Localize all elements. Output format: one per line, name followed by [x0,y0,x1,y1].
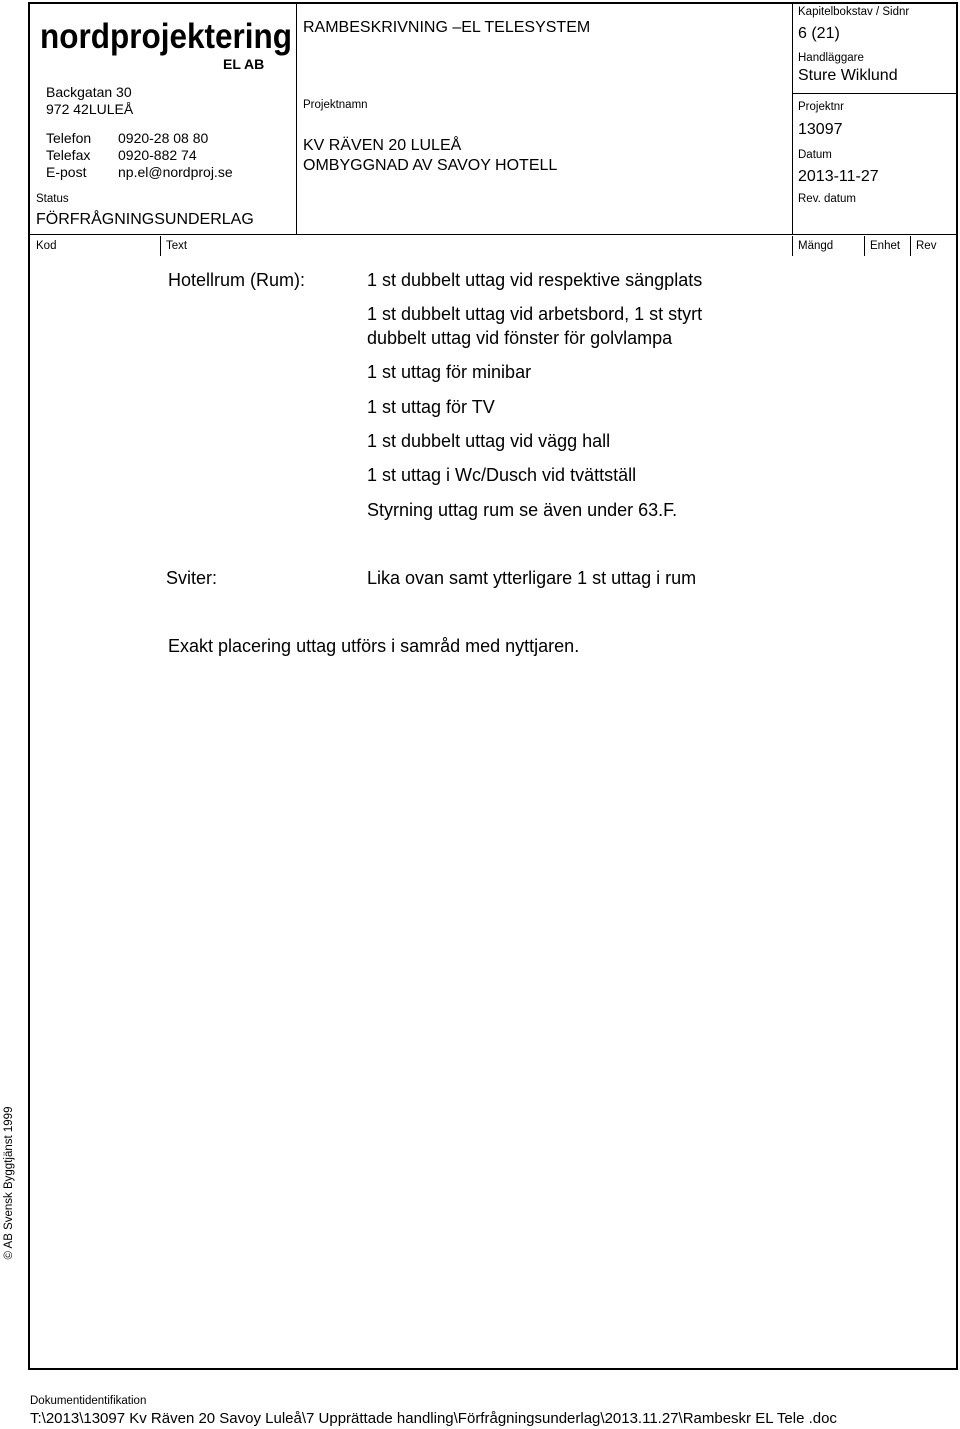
suites-heading: Sviter: [166,568,218,588]
header-bottom-line [28,234,958,235]
status-value: FÖRFRÅGNINGSUNDERLAG [36,211,254,228]
page-frame [28,2,958,1370]
phone-value: 0920-28 08 80 [118,130,209,146]
col-divider-mangd [792,236,793,256]
list-item: 1 st uttag för TV [367,397,495,417]
address-line1: Backgatan 30 [46,84,132,100]
phone-label: Telefon [46,130,92,146]
email-label: E-post [46,164,87,180]
col-divider-enhet [864,236,865,256]
project-name-line2: OMBYGGNAD AV SAVOY HOTELL [303,157,558,174]
company-logo [40,20,296,72]
column-header-text: Text [166,240,188,252]
date-value: 2013-11-27 [798,168,879,185]
header-divider-left [296,2,297,234]
list-item: 1 st uttag för minibar [367,362,532,382]
revision-date-label: Rev. datum [798,193,856,205]
column-header-enhet: Enhet [870,240,901,252]
hotel-room-heading: Hotellrum (Rum): [168,270,306,290]
suites-text: Lika ovan samt ytterligare 1 st uttag i rum [367,568,697,588]
list-item: 1 st uttag i Wc/Dusch vid tvättställ [367,465,637,485]
email-value[interactable]: np.el@nordproj.se [118,164,233,180]
column-header-kod: Kod [36,240,57,252]
document-id-label: Dokumentidentifikation [30,1395,147,1407]
handler-value: Sture Wiklund [798,67,898,84]
address-line2: 972 42LULEÅ [46,101,134,117]
logo-sub: EL AB [223,56,265,72]
status-label: Status [36,193,69,205]
col-divider-rev [910,236,911,256]
fax-value: 0920-882 74 [118,147,197,163]
list-item: 1 st dubbelt uttag vid vägg hall [367,431,611,451]
col-divider-text [160,236,161,256]
right-block-line [792,93,958,94]
handler-label: Handläggare [798,52,864,64]
copyright-notice: © AB Svensk Byggtjänst 1999 [3,1106,15,1260]
document-title: RAMBESKRIVNING –EL TELESYSTEM [303,19,591,36]
column-header-rev: Rev [916,240,937,252]
project-name-line1: KV RÄVEN 20 LULEÅ [303,137,462,154]
list-item: 1 st dubbelt uttag vid arbetsbord, 1 st styrt [367,304,703,324]
placement-note: Exakt placering uttag utförs i samråd med nyttjaren. [168,636,580,656]
page-label: Kapitelbokstav / Sidnr [798,6,910,18]
list-item: Styrning uttag rum se även under 63.F. [367,500,678,520]
list-item: dubbelt uttag vid fönster för golvlampa [367,328,673,348]
header-divider-right [792,2,793,234]
logo-text: nordprojektering [40,20,292,56]
project-number-value: 13097 [798,121,843,138]
project-name-label: Projektnamn [303,99,368,111]
list-item: 1 st dubbelt uttag vid respektive sängplats [367,270,703,290]
page-value: 6 (21) [798,25,840,42]
project-number-label: Projektnr [798,101,845,113]
date-label: Datum [798,149,832,161]
column-header-mangd: Mängd [798,240,834,252]
fax-label: Telefax [46,147,91,163]
document-path: T:\2013\13097 Kv Räven 20 Savoy Luleå\7 Upprättade handling\Förfrågningsunderlag\2013.11.27\Rambeskr EL Tele .doc [30,1410,837,1427]
